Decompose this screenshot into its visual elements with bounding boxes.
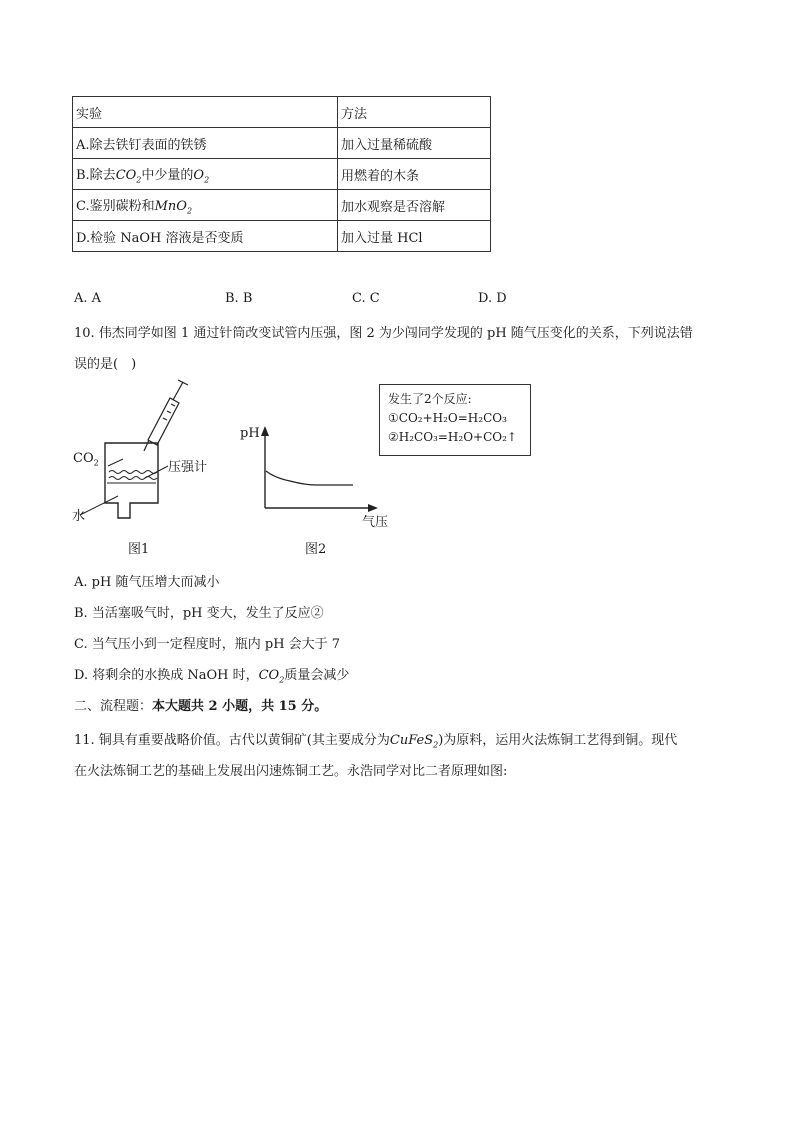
ph-graph <box>261 426 378 512</box>
x-axis-label: 气压 <box>362 515 389 530</box>
q10-option-b[interactable]: B. 当活塞吸气时，pH 变大，发生了反应② <box>74 606 324 621</box>
q10-option-d[interactable]: D. 将剩余的水换成 NaOH 时，$CO_2$质量会减少 <box>74 668 350 685</box>
formula: $CO_2$ <box>258 668 285 685</box>
figure-2-caption: 图2 <box>305 542 327 557</box>
formula: MnO$_2$ <box>154 198 193 216</box>
option-d[interactable]: D. D <box>478 291 507 306</box>
reaction-2: ②H₂CO₃=H₂O+CO₂↑ <box>388 430 517 444</box>
reaction-box-title: 发生了2个反应: <box>388 392 472 406</box>
cell-text: C.鉴别碳粉和 <box>76 198 155 214</box>
table-cell: 用燃着的木条 <box>338 159 491 190</box>
question-11-stem-cont: 在火法炼铜工艺的基础上发展出闪速炼铜工艺。永浩同学对比二者原理如图: <box>74 764 508 779</box>
formula: $CO_2$ <box>115 167 142 185</box>
section-heading: 二、流程题：本大题共 2 小题，共 15 分。 <box>74 699 328 714</box>
cell-text: B.除去 <box>76 167 116 183</box>
option-c[interactable]: C. C <box>352 291 380 306</box>
reaction-1: ①CO₂+H₂O=H₂CO₃ <box>388 411 507 425</box>
table-cell: 加入过量稀硫酸 <box>338 128 491 159</box>
table-cell: 加入过量 HCl <box>338 221 491 252</box>
formula: $O_2$ <box>193 167 210 185</box>
option-a[interactable]: A. A <box>74 291 102 306</box>
water-label: 水 <box>72 509 86 524</box>
figure-1-caption: 图1 <box>128 542 150 557</box>
table-cell: A.除去铁钉表面的铁锈 <box>73 128 338 159</box>
question-10-stem-cont: 误的是( ) <box>74 357 137 372</box>
gauge-label: 压强计 <box>168 460 208 475</box>
question-11-stem: 11. 铜具有重要战略价值。古代以黄铜矿(其主要成分为CuFeS$_2$)为原料，运用火法炼铜工艺得到铜。现代 <box>74 733 678 750</box>
table-header: 方法 <box>338 97 491 128</box>
question-10-stem: 10. 伟杰同学如图 1 通过针筒改变试管内压强，图 2 为少闯同学发现的 pH 随气压变化的关系，下列说法错 <box>74 326 693 341</box>
q10-option-a[interactable]: A. pH 随气压增大而减小 <box>74 575 220 590</box>
reaction-box <box>379 384 531 456</box>
option-b[interactable]: B. B <box>225 291 253 306</box>
co2-label: $CO_2$ <box>73 451 99 468</box>
q10-option-c[interactable]: C. 当气压小到一定程度时，瓶内 pH 会大于 7 <box>74 637 341 652</box>
table-cell: D.检验 NaOH 溶液是否变质 <box>73 221 338 252</box>
table-header: 实验 <box>73 97 338 128</box>
y-axis-label: pH <box>240 426 260 441</box>
table-cell: 加水观察是否溶解 <box>338 190 491 221</box>
cell-text: 中少量的 <box>141 167 194 183</box>
formula: CuFeS$_2$ <box>389 733 439 750</box>
syringe-icon <box>144 380 188 451</box>
